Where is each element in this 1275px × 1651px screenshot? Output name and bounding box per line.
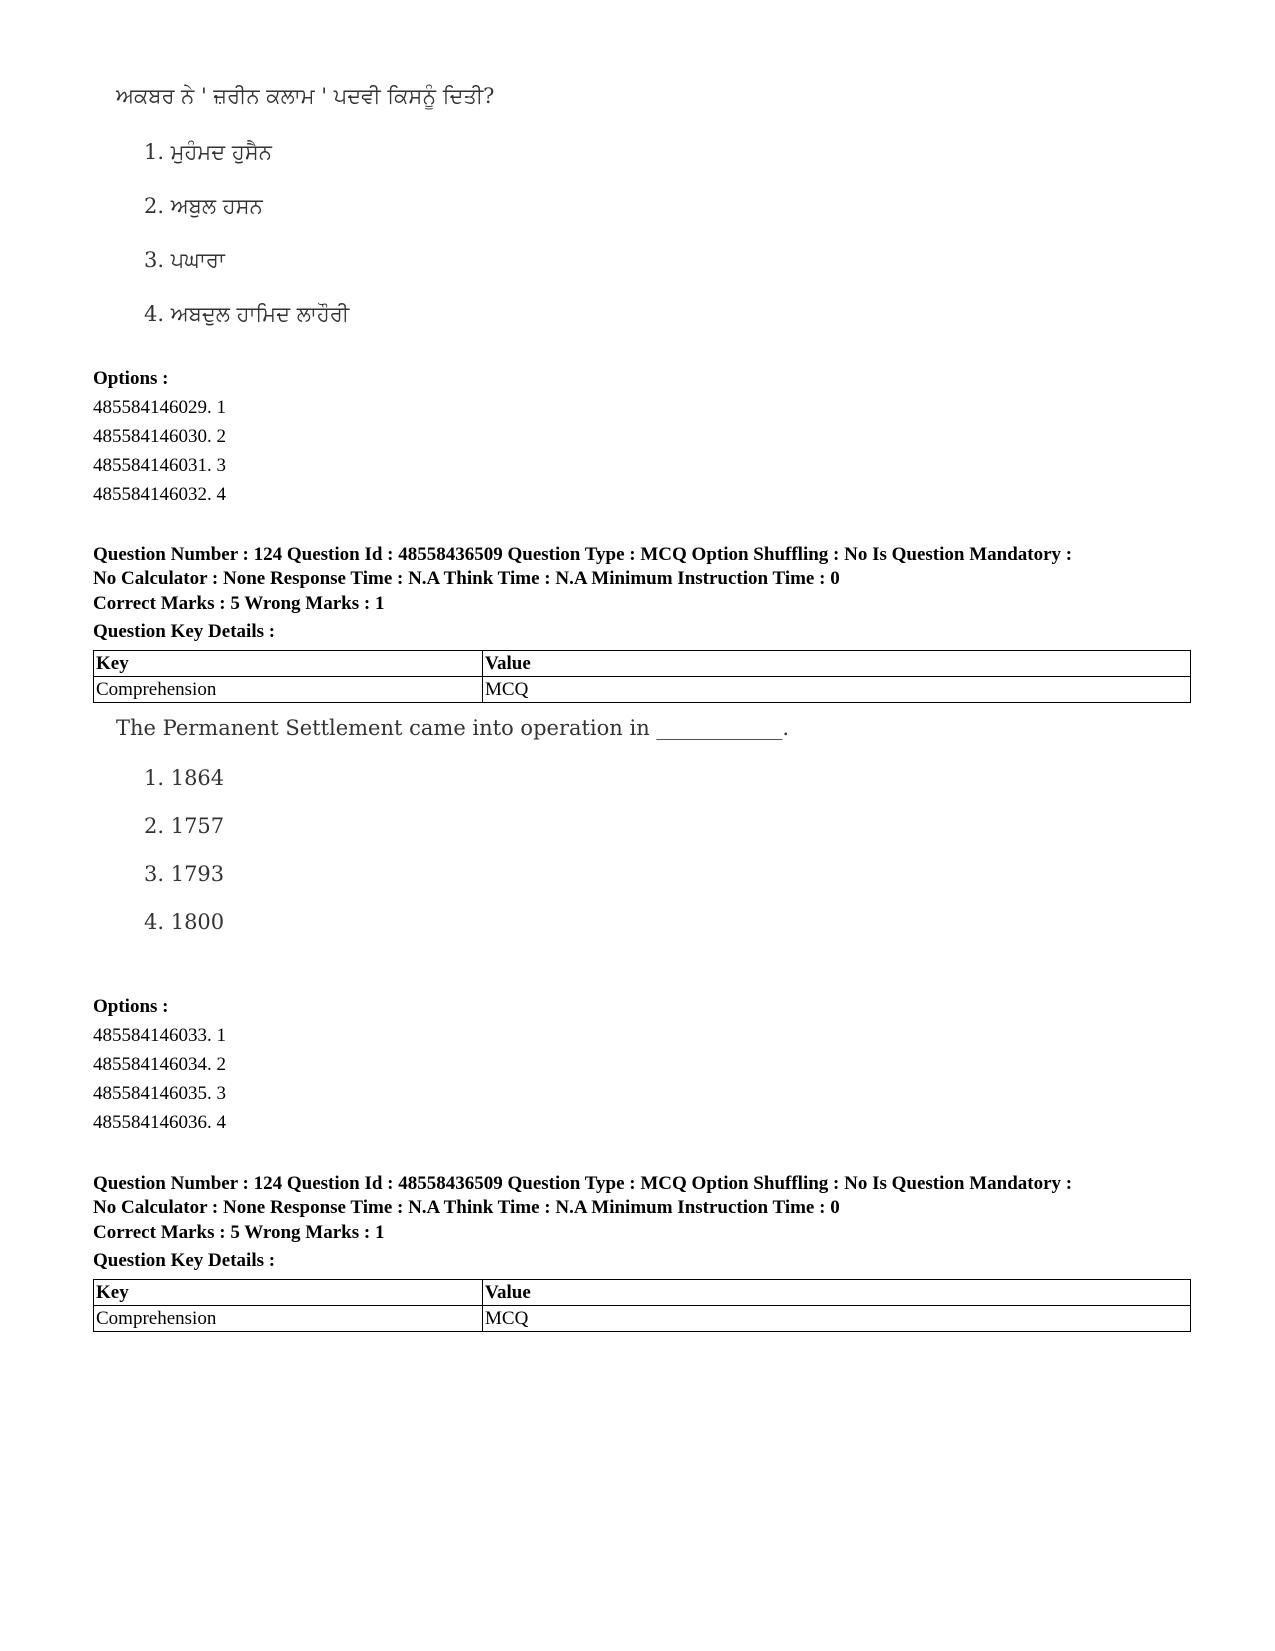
question-choice-4: 4. 1800 [144,910,225,934]
key-details-table [93,650,1191,703]
table-header-cell: Key [94,651,483,677]
question-stem: The Permanent Settlement came into operation in ____________. [116,716,790,740]
question-choice-4: 4. ਅਬਦੁਲ ਹਾਮਿਦ ਲਾਹੌਰੀ [144,302,350,326]
option-line: 485584146035. 3 [93,1083,226,1104]
option-line: 485584146031. 3 [93,455,226,476]
question-choice-2: 2. 1757 [144,814,225,838]
question-meta-line: No Calculator : None Response Time : N.A Think Time : N.A Minimum Instruction Time : 0 [93,567,840,589]
table-cell: MCQ [483,1306,1191,1332]
options-block-2 [93,993,1183,1137]
table-header-row [94,651,1191,677]
question-image-english [116,716,789,934]
option-line: 485584146029. 1 [93,397,226,418]
table-cell: Comprehension [94,677,483,703]
question-meta-block-2 [93,543,1183,703]
table-row [94,677,1191,703]
question-stem: ਅਕਬਰ ਨੇ ' ਜ਼ਰੀਨ ਕਲਾਮ ' ਪਦਵੀ ਕਿਸਨੂੰ ਦਿਤੀ? [116,84,495,108]
options-title: Options : [93,368,169,389]
table-row [94,1306,1191,1332]
question-meta-line: Question Number : 124 Question Id : 48558436509 Question Type : MCQ Option Shuffling : No Is Question Mandatory : [93,1173,1073,1194]
question-choice-3: 3. 1793 [144,862,225,886]
option-line: 485584146030. 2 [93,426,226,447]
key-details-title: Question Key Details : [93,1250,276,1271]
marks-line: Correct Marks : 5 Wrong Marks : 1 [93,593,385,614]
options-title: Options : [93,996,169,1017]
option-line: 485584146033. 1 [93,1025,226,1046]
question-image-punjabi [116,84,494,327]
table-header-cell: Key [94,1280,483,1306]
key-details-table [93,1279,1191,1332]
option-line: 485584146036. 4 [93,1112,226,1133]
marks-line: Correct Marks : 5 Wrong Marks : 1 [93,1222,385,1243]
table-cell: Comprehension [94,1306,483,1332]
key-details-title: Question Key Details : [93,621,276,642]
question-choice-1: 1. ਮੁਹੰਮਦ ਹੁਸੈਨ [144,140,272,164]
options-block-1 [93,365,1183,509]
question-choice-2: 2. ਅਬੁਲ ਹਸਨ [144,194,263,218]
option-line: 485584146032. 4 [93,484,226,505]
option-line: 485584146034. 2 [93,1054,226,1075]
table-header-row [94,1280,1191,1306]
question-meta-block-3 [93,1172,1183,1332]
table-cell: MCQ [483,677,1191,703]
table-header-cell: Value [483,651,1191,677]
question-choice-3: 3. ਪਘਾਰਾ [144,248,225,272]
question-meta-line: No Calculator : None Response Time : N.A Think Time : N.A Minimum Instruction Time : 0 [93,1196,840,1218]
question-choice-1: 1. 1864 [144,766,225,790]
question-meta-line: Question Number : 124 Question Id : 48558436509 Question Type : MCQ Option Shuffling : No Is Question Mandatory : [93,544,1073,565]
table-header-cell: Value [483,1280,1191,1306]
